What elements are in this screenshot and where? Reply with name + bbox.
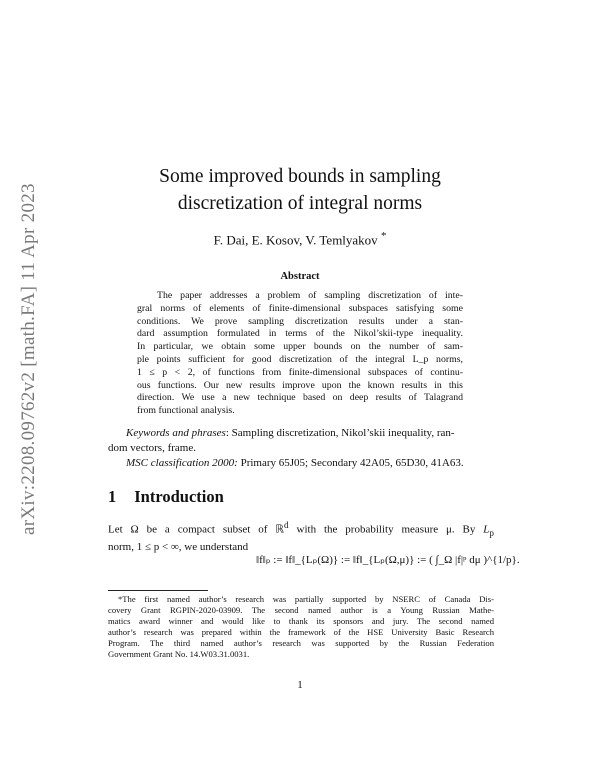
- footnote-line: Program. The third named author’s research was supported by the Russian Federation: [108, 638, 494, 648]
- title-line: Some improved bounds in sampling: [159, 166, 441, 187]
- paper-title: [100, 163, 500, 217]
- introduction-paragraph: [108, 518, 494, 555]
- section-heading-introduction: [108, 487, 224, 507]
- norm-definition-equation: ‖f‖ₚ := ‖f‖_{Lₚ(Ω)} := ‖f‖_{Lₚ(Ω,μ)} := ( ∫_Ω |f|ᵖ dμ )^{1/p}.: [256, 554, 520, 566]
- abstract-line: conditions. We prove sampling discretization results under a stan-: [137, 315, 463, 327]
- intro-line: norm, 1 ≤ p < ∞, we understand: [108, 541, 249, 554]
- section-title: Introduction: [134, 487, 224, 506]
- footnote-line: Government Grant No. 14.W03.31.0031.: [108, 649, 250, 659]
- abstract-line: from functional analysis.: [137, 405, 235, 417]
- abstract-body: [137, 290, 463, 418]
- msc-codes: Primary 65J05; Secondary 42A05, 65D30, 41A63.: [237, 457, 464, 469]
- intro-symbol: L: [483, 523, 490, 536]
- intro-superscript: d: [284, 520, 289, 530]
- abstract-line: gral norms of elements of finite-dimensional subspaces satisfying some: [137, 302, 463, 314]
- abstract-line: direction. We use a new technique based on deep results of Talagrand: [137, 392, 463, 404]
- abstract-line: dard assumption formulated in terms of the Nikol’skii-type inequality.: [137, 328, 463, 340]
- msc-label: MSC classification 2000:: [126, 457, 238, 469]
- footnote-line: author’s research was prepared within the framework of the HSE University Basic Research: [108, 627, 494, 637]
- msc-line: [108, 456, 494, 471]
- abstract-line: ple points sufficient for good discretization of the integral L_p norms,: [137, 353, 463, 365]
- section-number: 1: [108, 487, 117, 506]
- keywords-line-continued: dom vectors, frame.: [108, 442, 196, 454]
- keywords-text: : Sampling discretization, Nikol’skii inequality, ran-: [225, 427, 455, 439]
- intro-subscript: p: [489, 527, 494, 538]
- abstract-line: In particular, we obtain some upper bounds on the number of sam-: [137, 341, 463, 353]
- abstract-line: The paper addresses a problem of sampling discretization of inte-: [157, 290, 463, 301]
- author-list: [100, 230, 500, 248]
- keywords-block: [108, 426, 494, 471]
- arxiv-identifier-stamp: arXiv:2208.09762v2 [math.FA] 11 Apr 2023: [18, 183, 39, 535]
- title-line: discretization of integral norms: [177, 193, 423, 214]
- footnote-line: matics award winner and would like to thank its sponsors and jury. The second named: [108, 616, 494, 626]
- footnote-line: covery Grant RGPIN-2020-03909. The second named author is a Young Russian Mathe-: [108, 605, 494, 615]
- keywords-line: [108, 426, 494, 441]
- footnote-line: *The first named author’s research was partially supported by NSERC of Canada Dis-: [118, 594, 494, 604]
- intro-text: Let Ω be a compact subset of ℝ: [108, 523, 285, 536]
- intro-text: with the probability measure μ. By: [288, 523, 484, 536]
- author-names: F. Dai, E. Kosov, V. Temlyakov: [213, 232, 378, 248]
- intro-line: [108, 518, 494, 540]
- footnote-divider: [108, 590, 208, 591]
- page-number: 1: [297, 679, 303, 691]
- footnote-block: [108, 594, 494, 660]
- abstract-line: ous functions. Our new results improve upon the known results in this: [137, 379, 463, 391]
- abstract-heading: Abstract: [280, 271, 320, 282]
- footnote-marker: *: [380, 230, 387, 242]
- keywords-label: Keywords and phrases: [126, 427, 226, 439]
- abstract-line: 1 ≤ p < 2, of functions from finite-dimensional subspaces of continu-: [137, 366, 463, 378]
